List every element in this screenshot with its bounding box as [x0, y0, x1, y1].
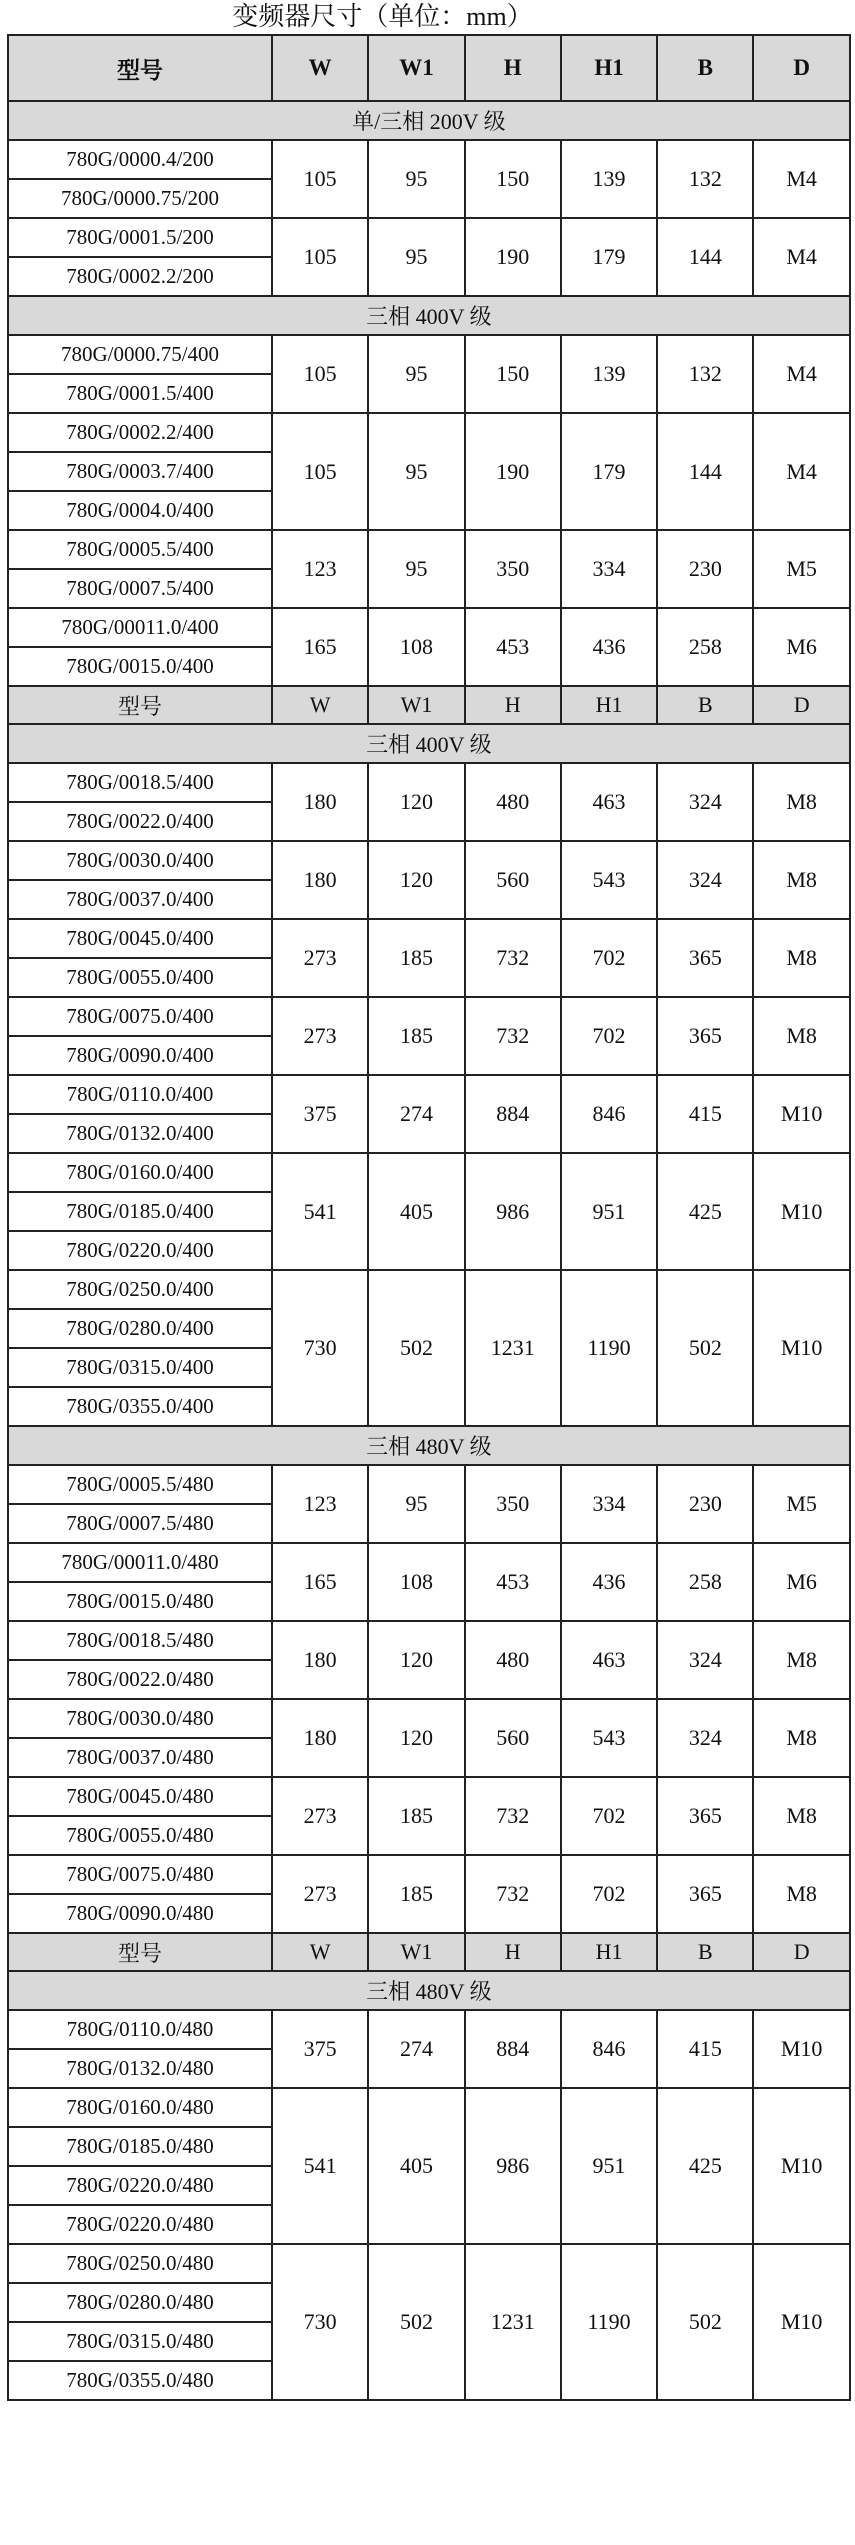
value-cell-h: 1231 [465, 2244, 561, 2400]
value-cell-h1: 702 [561, 997, 657, 1075]
value-cell-h1: 543 [561, 1699, 657, 1777]
section-label: 三相 480V 级 [8, 1971, 850, 2010]
model-cell: 780G/0355.0/400 [8, 1387, 272, 1426]
value-cell-h: 453 [465, 608, 561, 686]
value-cell-b: 502 [657, 1270, 753, 1426]
table-row [8, 997, 850, 1036]
value-cell-b: 365 [657, 919, 753, 997]
value-cell-w: 273 [272, 997, 368, 1075]
value-cell-b: 425 [657, 1153, 753, 1270]
value-cell-b: 258 [657, 1543, 753, 1621]
model-cell: 780G/0007.5/400 [8, 569, 272, 608]
model-cell: 780G/0132.0/480 [8, 2049, 272, 2088]
value-cell-w: 375 [272, 1075, 368, 1153]
value-cell-w1: 120 [368, 1699, 464, 1777]
model-cell: 780G/0132.0/400 [8, 1114, 272, 1153]
model-cell: 780G/0250.0/400 [8, 1270, 272, 1309]
value-cell-w: 180 [272, 1699, 368, 1777]
value-cell-d: M10 [753, 1153, 849, 1270]
value-cell-h1: 846 [561, 2010, 657, 2088]
model-cell: 780G/00011.0/400 [8, 608, 272, 647]
value-cell-d: M4 [753, 335, 849, 413]
section-label: 单/三相 200V 级 [8, 101, 850, 140]
value-cell-d: M8 [753, 1777, 849, 1855]
table-row [8, 841, 850, 880]
value-cell-h: 560 [465, 1699, 561, 1777]
value-cell-w1: 185 [368, 1855, 464, 1933]
value-cell-w1: 185 [368, 919, 464, 997]
model-cell: 780G/0045.0/400 [8, 919, 272, 958]
value-cell-h1: 139 [561, 140, 657, 218]
value-cell-h1: 1190 [561, 1270, 657, 1426]
value-cell-h: 732 [465, 919, 561, 997]
value-cell-h: 732 [465, 1855, 561, 1933]
model-cell: 780G/0000.75/200 [8, 179, 272, 218]
value-cell-b: 365 [657, 1855, 753, 1933]
model-cell: 780G/0075.0/400 [8, 997, 272, 1036]
value-cell-h: 1231 [465, 1270, 561, 1426]
value-cell-d: M10 [753, 2010, 849, 2088]
table-row [8, 763, 850, 802]
value-cell-d: M4 [753, 140, 849, 218]
header-w1: W1 [368, 686, 464, 724]
model-cell: 780G/0090.0/400 [8, 1036, 272, 1075]
table-header-row [8, 686, 850, 724]
model-cell: 780G/0280.0/400 [8, 1309, 272, 1348]
table-row [8, 413, 850, 452]
value-cell-h1: 179 [561, 413, 657, 530]
value-cell-h1: 139 [561, 335, 657, 413]
value-cell-w1: 274 [368, 1075, 464, 1153]
model-cell: 780G/0001.5/400 [8, 374, 272, 413]
table-row [8, 530, 850, 569]
model-cell: 780G/0355.0/480 [8, 2361, 272, 2400]
value-cell-w: 105 [272, 335, 368, 413]
model-cell: 780G/0004.0/400 [8, 491, 272, 530]
value-cell-w: 180 [272, 763, 368, 841]
model-cell: 780G/0045.0/480 [8, 1777, 272, 1816]
value-cell-h1: 436 [561, 1543, 657, 1621]
table-row [8, 1465, 850, 1504]
value-cell-w: 123 [272, 1465, 368, 1543]
model-cell: 780G/0075.0/480 [8, 1855, 272, 1894]
section-row [8, 296, 850, 335]
header-b: B [657, 1933, 753, 1971]
value-cell-w1: 108 [368, 1543, 464, 1621]
value-cell-w1: 185 [368, 1777, 464, 1855]
header-h1: H1 [561, 35, 657, 101]
value-cell-d: M6 [753, 1543, 849, 1621]
model-cell: 780G/0005.5/400 [8, 530, 272, 569]
value-cell-w1: 95 [368, 335, 464, 413]
value-cell-w1: 120 [368, 763, 464, 841]
model-cell: 780G/0185.0/480 [8, 2127, 272, 2166]
value-cell-h: 986 [465, 1153, 561, 1270]
value-cell-w: 730 [272, 2244, 368, 2400]
model-cell: 780G/0002.2/400 [8, 413, 272, 452]
value-cell-b: 324 [657, 1699, 753, 1777]
value-cell-d: M8 [753, 919, 849, 997]
value-cell-h1: 951 [561, 2088, 657, 2244]
value-cell-b: 230 [657, 1465, 753, 1543]
model-cell: 780G/0315.0/400 [8, 1348, 272, 1387]
value-cell-b: 415 [657, 1075, 753, 1153]
value-cell-w1: 274 [368, 2010, 464, 2088]
model-cell: 780G/0000.4/200 [8, 140, 272, 179]
value-cell-b: 132 [657, 140, 753, 218]
value-cell-d: M4 [753, 218, 849, 296]
value-cell-h1: 179 [561, 218, 657, 296]
table-row [8, 1270, 850, 1309]
value-cell-h: 453 [465, 1543, 561, 1621]
value-cell-h: 732 [465, 997, 561, 1075]
value-cell-b: 365 [657, 1777, 753, 1855]
header-model: 型号 [8, 686, 272, 724]
value-cell-w: 541 [272, 2088, 368, 2244]
model-cell: 780G/0185.0/400 [8, 1192, 272, 1231]
value-cell-w: 105 [272, 413, 368, 530]
model-cell: 780G/0055.0/400 [8, 958, 272, 997]
model-cell: 780G/0037.0/400 [8, 880, 272, 919]
value-cell-d: M8 [753, 997, 849, 1075]
value-cell-d: M10 [753, 1270, 849, 1426]
section-label: 三相 480V 级 [8, 1426, 850, 1465]
model-cell: 780G/0002.2/200 [8, 257, 272, 296]
value-cell-w: 165 [272, 1543, 368, 1621]
model-cell: 780G/0005.5/480 [8, 1465, 272, 1504]
header-w1: W1 [368, 35, 464, 101]
value-cell-h1: 846 [561, 1075, 657, 1153]
header-model: 型号 [8, 1933, 272, 1971]
section-row [8, 1971, 850, 2010]
section-row [8, 1426, 850, 1465]
model-cell: 780G/0030.0/480 [8, 1699, 272, 1738]
value-cell-h: 884 [465, 2010, 561, 2088]
model-cell: 780G/0220.0/480 [8, 2166, 272, 2205]
value-cell-h: 560 [465, 841, 561, 919]
model-cell: 780G/0055.0/480 [8, 1816, 272, 1855]
section-row [8, 101, 850, 140]
value-cell-h: 480 [465, 1621, 561, 1699]
value-cell-b: 230 [657, 530, 753, 608]
table-row [8, 1075, 850, 1114]
value-cell-w: 273 [272, 1855, 368, 1933]
section-row [8, 724, 850, 763]
table-row [8, 2244, 850, 2283]
value-cell-w1: 502 [368, 1270, 464, 1426]
value-cell-h: 150 [465, 335, 561, 413]
header-h1: H1 [561, 1933, 657, 1971]
value-cell-h1: 702 [561, 1777, 657, 1855]
table-row [8, 2088, 850, 2127]
value-cell-h: 190 [465, 413, 561, 530]
value-cell-w: 730 [272, 1270, 368, 1426]
value-cell-h1: 543 [561, 841, 657, 919]
model-cell: 780G/00011.0/480 [8, 1543, 272, 1582]
value-cell-h1: 463 [561, 763, 657, 841]
value-cell-b: 324 [657, 841, 753, 919]
header-w1: W1 [368, 1933, 464, 1971]
model-cell: 780G/0001.5/200 [8, 218, 272, 257]
page-title: 变频器尺寸（单位：mm） [232, 2, 533, 31]
model-cell: 780G/0220.0/480 [8, 2205, 272, 2244]
value-cell-d: M5 [753, 1465, 849, 1543]
model-cell: 780G/0315.0/480 [8, 2322, 272, 2361]
model-cell: 780G/0007.5/480 [8, 1504, 272, 1543]
value-cell-d: M10 [753, 2088, 849, 2244]
model-cell: 780G/0015.0/480 [8, 1582, 272, 1621]
value-cell-d: M5 [753, 530, 849, 608]
value-cell-b: 258 [657, 608, 753, 686]
table-row [8, 140, 850, 179]
value-cell-w1: 185 [368, 997, 464, 1075]
value-cell-h1: 334 [561, 1465, 657, 1543]
header-w: W [272, 686, 368, 724]
value-cell-w1: 95 [368, 140, 464, 218]
model-cell: 780G/0250.0/480 [8, 2244, 272, 2283]
model-cell: 780G/0030.0/400 [8, 841, 272, 880]
model-cell: 780G/0160.0/480 [8, 2088, 272, 2127]
value-cell-b: 365 [657, 997, 753, 1075]
value-cell-b: 324 [657, 1621, 753, 1699]
value-cell-h1: 951 [561, 1153, 657, 1270]
model-cell: 780G/0018.5/400 [8, 763, 272, 802]
model-cell: 780G/0022.0/400 [8, 802, 272, 841]
value-cell-h1: 436 [561, 608, 657, 686]
value-cell-w1: 405 [368, 1153, 464, 1270]
value-cell-d: M8 [753, 1621, 849, 1699]
model-cell: 780G/0160.0/400 [8, 1153, 272, 1192]
value-cell-b: 415 [657, 2010, 753, 2088]
header-b: B [657, 35, 753, 101]
header-d: D [753, 686, 849, 724]
model-cell: 780G/0000.75/400 [8, 335, 272, 374]
model-cell: 780G/0220.0/400 [8, 1231, 272, 1270]
value-cell-d: M10 [753, 1075, 849, 1153]
dimension-table-body [8, 35, 850, 2400]
header-model: 型号 [8, 35, 272, 101]
value-cell-h1: 702 [561, 919, 657, 997]
value-cell-d: M8 [753, 841, 849, 919]
header-w: W [272, 1933, 368, 1971]
value-cell-d: M4 [753, 413, 849, 530]
value-cell-h: 986 [465, 2088, 561, 2244]
value-cell-w1: 120 [368, 1621, 464, 1699]
table-row [8, 1777, 850, 1816]
table-row [8, 335, 850, 374]
value-cell-w: 123 [272, 530, 368, 608]
value-cell-b: 144 [657, 413, 753, 530]
value-cell-h: 350 [465, 1465, 561, 1543]
table-row [8, 1153, 850, 1192]
table-row [8, 1621, 850, 1660]
model-cell: 780G/0022.0/480 [8, 1660, 272, 1699]
value-cell-h1: 1190 [561, 2244, 657, 2400]
header-h: H [465, 686, 561, 724]
value-cell-w: 273 [272, 919, 368, 997]
value-cell-w: 375 [272, 2010, 368, 2088]
value-cell-w: 105 [272, 140, 368, 218]
value-cell-w: 541 [272, 1153, 368, 1270]
table-row [8, 1543, 850, 1582]
value-cell-d: M8 [753, 1855, 849, 1933]
model-cell: 780G/0003.7/400 [8, 452, 272, 491]
model-cell: 780G/0110.0/400 [8, 1075, 272, 1114]
model-cell: 780G/0110.0/480 [8, 2010, 272, 2049]
table-row [8, 608, 850, 647]
model-cell: 780G/0018.5/480 [8, 1621, 272, 1660]
value-cell-d: M10 [753, 2244, 849, 2400]
header-h: H [465, 35, 561, 101]
table-row [8, 919, 850, 958]
table-header-row [8, 35, 850, 101]
header-d: D [753, 35, 849, 101]
value-cell-w1: 95 [368, 218, 464, 296]
value-cell-w1: 120 [368, 841, 464, 919]
value-cell-w: 180 [272, 1621, 368, 1699]
value-cell-w1: 95 [368, 1465, 464, 1543]
table-row [8, 1855, 850, 1894]
model-cell: 780G/0015.0/400 [8, 647, 272, 686]
table-row [8, 2010, 850, 2049]
value-cell-w1: 502 [368, 2244, 464, 2400]
model-cell: 780G/0280.0/480 [8, 2283, 272, 2322]
value-cell-b: 425 [657, 2088, 753, 2244]
header-d: D [753, 1933, 849, 1971]
value-cell-w1: 95 [368, 530, 464, 608]
value-cell-d: M8 [753, 763, 849, 841]
value-cell-h: 150 [465, 140, 561, 218]
value-cell-b: 132 [657, 335, 753, 413]
value-cell-w1: 405 [368, 2088, 464, 2244]
value-cell-d: M6 [753, 608, 849, 686]
value-cell-w1: 108 [368, 608, 464, 686]
model-cell: 780G/0037.0/480 [8, 1738, 272, 1777]
header-h1: H1 [561, 686, 657, 724]
header-h: H [465, 1933, 561, 1971]
section-label: 三相 400V 级 [8, 296, 850, 335]
table-row [8, 1699, 850, 1738]
table-header-row [8, 1933, 850, 1971]
value-cell-h1: 702 [561, 1855, 657, 1933]
value-cell-w1: 95 [368, 413, 464, 530]
value-cell-h: 350 [465, 530, 561, 608]
value-cell-b: 324 [657, 763, 753, 841]
value-cell-h: 480 [465, 763, 561, 841]
value-cell-w: 180 [272, 841, 368, 919]
value-cell-h: 732 [465, 1777, 561, 1855]
value-cell-b: 144 [657, 218, 753, 296]
value-cell-b: 502 [657, 2244, 753, 2400]
value-cell-h1: 463 [561, 1621, 657, 1699]
header-b: B [657, 686, 753, 724]
header-w: W [272, 35, 368, 101]
dimension-table [7, 34, 851, 2401]
value-cell-h1: 334 [561, 530, 657, 608]
section-label: 三相 400V 级 [8, 724, 850, 763]
value-cell-h: 884 [465, 1075, 561, 1153]
table-row [8, 218, 850, 257]
value-cell-w: 165 [272, 608, 368, 686]
value-cell-w: 273 [272, 1777, 368, 1855]
model-cell: 780G/0090.0/480 [8, 1894, 272, 1933]
value-cell-h: 190 [465, 218, 561, 296]
value-cell-w: 105 [272, 218, 368, 296]
value-cell-d: M8 [753, 1699, 849, 1777]
